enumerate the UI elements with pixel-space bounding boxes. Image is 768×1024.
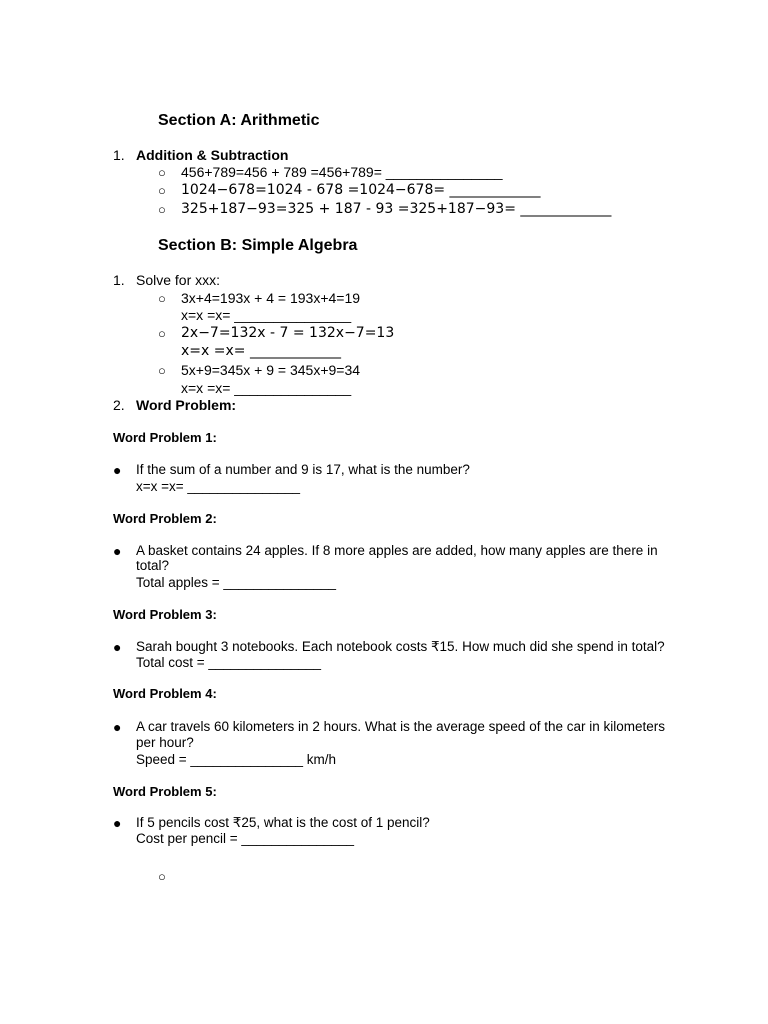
section-b-item-label: Solve for xxx:	[136, 272, 221, 288]
word-problem-text: If 5 pencils cost ₹25, what is the cost of 1 pencil?	[136, 815, 430, 830]
list-bullet: ○	[158, 202, 166, 217]
equation-3-answer: x=x =x= _______________	[181, 380, 352, 396]
equation-1: 3x+4=193x + 4 = 193x+4=19	[181, 290, 361, 306]
arithmetic-line-3: 325+187−93=325 + 187 - 93 =325+187−93= _____________	[181, 201, 612, 217]
word-problem-answer: Total apples = _______________	[136, 575, 337, 590]
word-problem-text: A car travels 60 kilometers in 2 hours. What is the average speed of the car in kilometers	[136, 719, 665, 734]
section-b-item-number: 1.	[113, 272, 125, 288]
word-problem-heading: Word Problem 3:	[113, 607, 217, 622]
equation-2-answer: x=x =x= _____________	[181, 343, 341, 359]
list-bullet: ●	[113, 462, 122, 478]
word-problem-heading: Word Problem 4:	[113, 686, 217, 701]
list-bullet: ●	[113, 639, 122, 655]
word-problem-text: total?	[136, 558, 170, 573]
section-a-item-number: 1.	[113, 147, 125, 163]
section-b-item2-label: Word Problem:	[136, 397, 237, 413]
list-bullet: ●	[113, 815, 122, 831]
section-b-title: Section B: Simple Algebra	[158, 237, 358, 254]
word-problem-heading: Word Problem 1:	[113, 430, 217, 445]
list-bullet: ○	[158, 326, 166, 341]
list-bullet: ○	[158, 291, 166, 306]
equation-2: 2x−7=132x - 7 = 132x−7=13	[181, 325, 395, 341]
word-problem-answer: Cost per pencil = _______________	[136, 831, 355, 846]
list-bullet: ○	[158, 183, 166, 198]
list-bullet: ○	[158, 363, 166, 378]
word-problem-answer: x=x =x= _______________	[136, 479, 301, 494]
list-bullet: ●	[113, 543, 122, 559]
word-problem-text: If the sum of a number and 9 is 17, what is the number?	[136, 462, 470, 477]
word-problem-heading: Word Problem 2:	[113, 511, 217, 526]
section-a-item-label: Addition & Subtraction	[136, 147, 289, 163]
equation-3: 5x+9=345x + 9 = 345x+9=34	[181, 362, 361, 378]
section-b-item2-number: 2.	[113, 397, 125, 413]
word-problem-text: per hour?	[136, 735, 194, 750]
word-problem-text: Sarah bought 3 notebooks. Each notebook costs ₹15. How much did she spend in total?	[136, 639, 665, 654]
equation-1-answer: x=x =x= _______________	[181, 307, 352, 323]
word-problem-heading: Word Problem 5:	[113, 784, 217, 799]
list-bullet: ○	[158, 869, 166, 884]
section-a-title: Section A: Arithmetic	[158, 112, 320, 129]
arithmetic-line-1: 456+789=456 + 789 =456+789= _______________	[181, 164, 503, 180]
word-problem-answer: Total cost = _______________	[136, 655, 322, 670]
list-bullet: ○	[158, 165, 166, 180]
list-bullet: ●	[113, 719, 122, 735]
word-problem-text: A basket contains 24 apples. If 8 more apples are added, how many apples are there in	[136, 543, 658, 558]
arithmetic-line-2: 1024−678=1024 - 678 =1024−678= _____________	[181, 182, 541, 198]
word-problem-answer: Speed = _______________ km/h	[136, 752, 337, 767]
